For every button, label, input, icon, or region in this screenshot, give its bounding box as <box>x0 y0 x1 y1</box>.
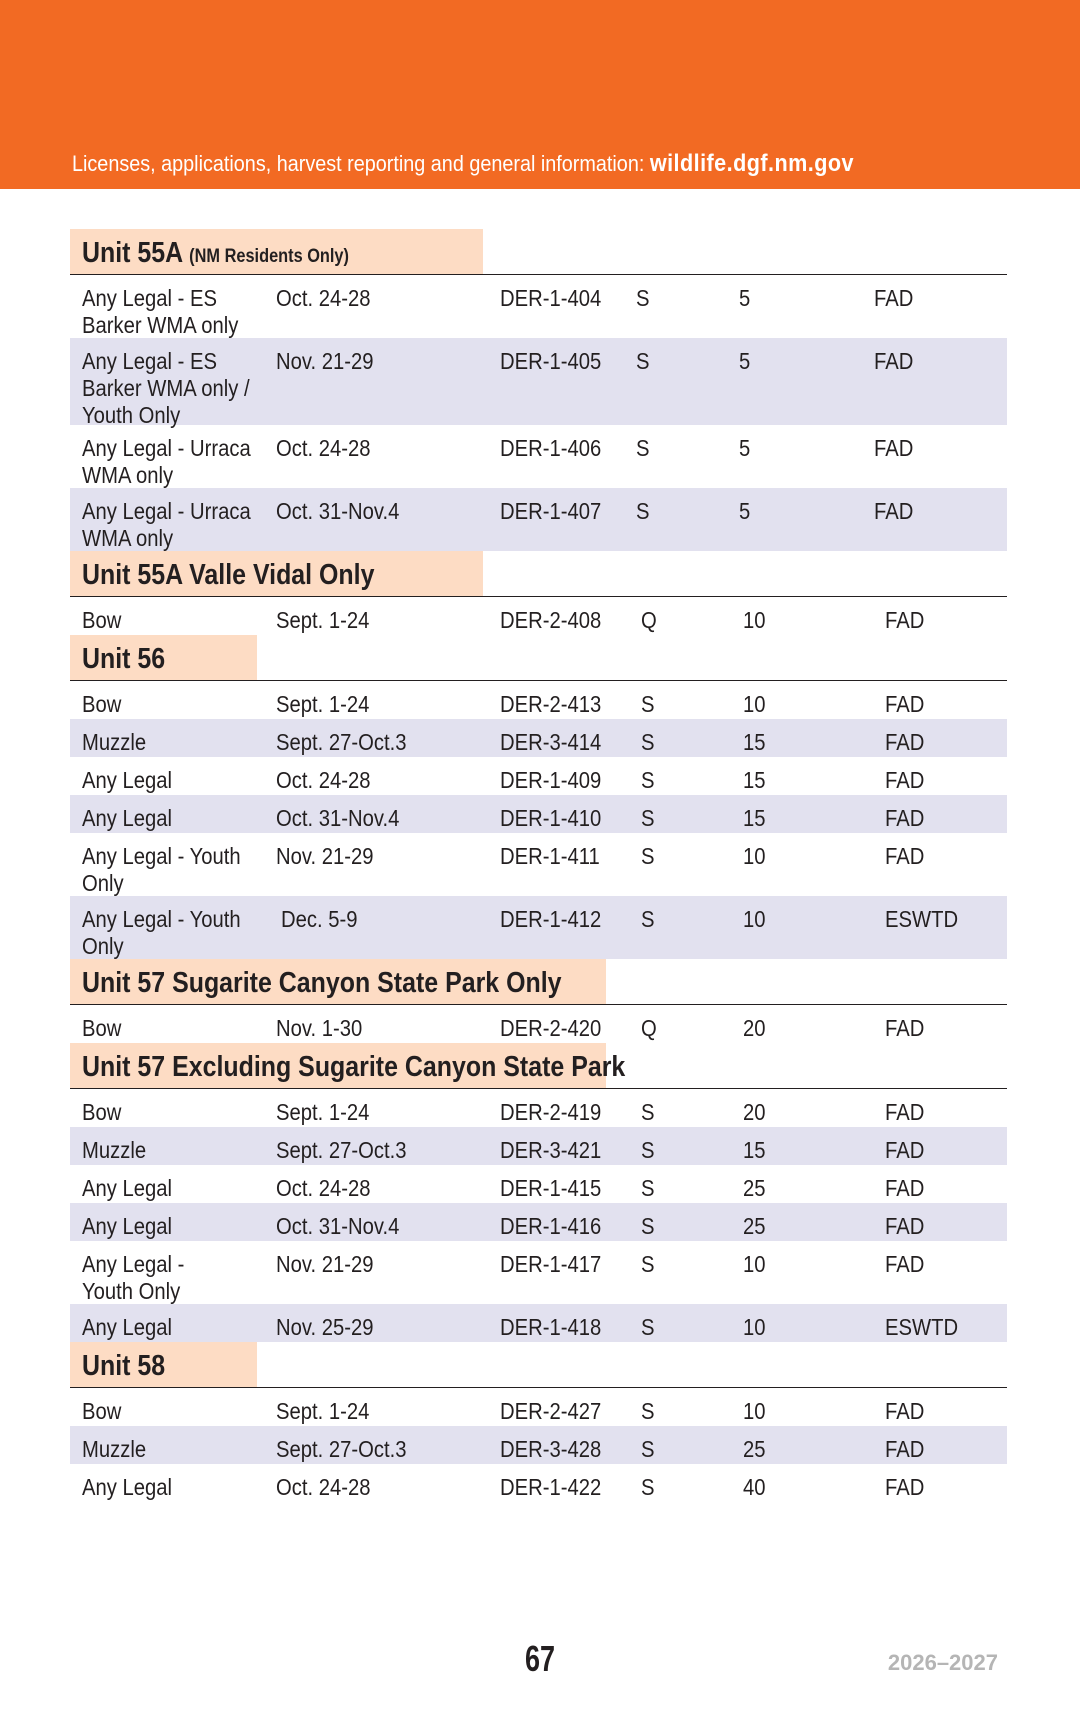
section-title-tab <box>70 1043 626 1088</box>
hunt-table <box>70 229 1007 1502</box>
table-row <box>70 1127 1007 1165</box>
hunt-dates: Nov. 21-29 <box>276 843 374 869</box>
section-header <box>70 551 1007 597</box>
table-row <box>70 488 1007 551</box>
draw-type: S <box>641 805 655 831</box>
license-count: 25 <box>743 1213 766 1239</box>
table-row <box>70 425 1007 488</box>
section-header <box>70 635 1007 681</box>
license-count: 15 <box>743 1137 766 1163</box>
draw-type: S <box>636 435 650 461</box>
draw-type: S <box>641 691 655 717</box>
header-info-text: Licenses, applications, harvest reporting and general information: <box>72 151 650 176</box>
license-count: 10 <box>743 906 766 932</box>
hunt-type-line: Only <box>82 870 124 896</box>
edition-year: 2026–2027 <box>887 1650 998 1675</box>
hunt-type <box>82 805 172 832</box>
hunt-dates: Nov. 1-30 <box>276 1015 363 1041</box>
hunt-dates: Sept. 1-24 <box>276 691 370 717</box>
header-info <box>72 150 854 178</box>
hunt-type-line: Bow <box>82 607 122 633</box>
bag-limit: FAD <box>874 435 914 461</box>
license-count: 15 <box>743 729 766 755</box>
hunt-type <box>82 1436 146 1463</box>
license-count: 10 <box>743 843 766 869</box>
bag-limit: ESWTD <box>885 1314 959 1340</box>
section-title: Unit 58 <box>82 1350 166 1382</box>
hunt-type-line: Any Legal <box>82 1213 173 1239</box>
draw-type: S <box>636 285 650 311</box>
hunt-type <box>82 1314 172 1341</box>
bag-limit: FAD <box>885 1213 925 1239</box>
license-count: 10 <box>743 1398 766 1424</box>
hunt-dates: Oct. 24-28 <box>276 435 371 461</box>
draw-type: Q <box>641 1015 657 1041</box>
hunt-dates: Oct. 24-28 <box>276 1474 371 1500</box>
hunt-code: DER-1-422 <box>500 1474 602 1500</box>
section-title: Unit 57 Excluding Sugarite Canyon State Park <box>82 1051 626 1083</box>
hunt-type <box>82 348 250 429</box>
table-row <box>70 719 1007 757</box>
table-row <box>70 597 1007 635</box>
header-banner <box>0 0 1080 189</box>
hunt-type-line: Any Legal - Youth <box>82 906 241 932</box>
draw-type: S <box>641 1099 655 1125</box>
hunt-code: DER-1-410 <box>500 805 602 831</box>
hunt-type-line: Any Legal <box>82 805 173 831</box>
bag-limit: FAD <box>885 1398 925 1424</box>
license-count: 5 <box>739 435 751 461</box>
license-count: 20 <box>743 1015 766 1041</box>
website-link[interactable]: wildlife.dgf.nm.gov <box>649 150 854 177</box>
draw-type: S <box>641 1314 655 1340</box>
hunt-type <box>82 498 251 552</box>
hunt-code: DER-3-414 <box>500 729 602 755</box>
hunt-type <box>82 1175 172 1202</box>
hunt-code: DER-2-413 <box>500 691 602 717</box>
hunt-type-line: Only <box>82 933 124 959</box>
section-header <box>70 1342 1007 1388</box>
hunt-code: DER-2-427 <box>500 1398 602 1424</box>
hunt-dates: Nov. 25-29 <box>276 1314 374 1340</box>
hunt-type <box>82 285 238 339</box>
hunt-type <box>82 1213 172 1240</box>
license-count: 10 <box>743 691 766 717</box>
hunt-dates: Oct. 31-Nov.4 <box>276 498 400 524</box>
hunt-code: DER-1-415 <box>500 1175 602 1201</box>
license-count: 10 <box>743 607 766 633</box>
draw-type: S <box>636 498 650 524</box>
bag-limit: FAD <box>874 348 914 374</box>
hunt-type-line: WMA only <box>82 525 174 551</box>
draw-type: S <box>641 1251 655 1277</box>
hunt-type <box>82 1099 121 1126</box>
bag-limit: FAD <box>885 691 925 717</box>
table-row <box>70 757 1007 795</box>
section-header <box>70 1043 1007 1089</box>
hunt-dates: Oct. 24-28 <box>276 285 371 311</box>
hunt-type-line: WMA only <box>82 462 174 488</box>
bag-limit: FAD <box>885 1474 925 1500</box>
draw-type: S <box>636 348 650 374</box>
table-row <box>70 1464 1007 1502</box>
hunt-dates: Sept. 1-24 <box>276 607 370 633</box>
hunt-code: DER-2-408 <box>500 607 602 633</box>
hunt-type-line: Any Legal <box>82 767 173 793</box>
hunt-dates: Nov. 21-29 <box>276 1251 374 1277</box>
bag-limit: FAD <box>885 1251 925 1277</box>
hunt-type <box>82 1015 121 1042</box>
hunt-code: DER-2-419 <box>500 1099 602 1125</box>
hunt-code: DER-1-411 <box>500 843 600 869</box>
hunt-code: DER-1-405 <box>500 348 602 374</box>
table-row <box>70 681 1007 719</box>
hunt-code: DER-1-409 <box>500 767 602 793</box>
table-row <box>70 1203 1007 1241</box>
hunt-dates: Oct. 31-Nov.4 <box>276 1213 400 1239</box>
draw-type: S <box>641 729 655 755</box>
hunt-code: DER-1-406 <box>500 435 602 461</box>
hunt-code: DER-2-420 <box>500 1015 602 1041</box>
hunt-type <box>82 843 241 897</box>
page-number: 67 <box>524 1638 556 1679</box>
bag-limit: FAD <box>885 1436 925 1462</box>
hunt-type <box>82 729 146 756</box>
hunt-type <box>82 607 121 634</box>
hunt-type-line: Any Legal - ES <box>82 285 218 311</box>
bag-limit: FAD <box>885 767 925 793</box>
bag-limit: FAD <box>885 843 925 869</box>
bag-limit: FAD <box>874 285 914 311</box>
draw-type: S <box>641 1474 655 1500</box>
table-row <box>70 1388 1007 1426</box>
hunt-dates: Sept. 27-Oct.3 <box>276 1137 407 1163</box>
section-title: Unit 57 Sugarite Canyon State Park Only <box>82 967 562 999</box>
bag-limit: ESWTD <box>885 906 959 932</box>
bag-limit: FAD <box>885 805 925 831</box>
table-row <box>70 1304 1007 1342</box>
draw-type: S <box>641 1213 655 1239</box>
section-title: Unit 55A Valle Vidal Only <box>82 559 375 591</box>
bag-limit: FAD <box>885 729 925 755</box>
license-count: 15 <box>743 805 766 831</box>
section-note: (NM Residents Only) <box>189 246 349 267</box>
hunt-code: DER-1-417 <box>500 1251 602 1277</box>
hunt-dates: Sept. 27-Oct.3 <box>276 729 407 755</box>
draw-type: Q <box>641 607 657 633</box>
hunt-type <box>82 435 251 489</box>
hunt-type-line: Youth Only <box>82 1278 181 1304</box>
bag-limit: FAD <box>885 1099 925 1125</box>
hunt-code: DER-1-412 <box>500 906 602 932</box>
hunt-dates: Sept. 1-24 <box>276 1099 370 1125</box>
hunt-code: DER-1-418 <box>500 1314 602 1340</box>
draw-type: S <box>641 767 655 793</box>
hunt-type-line: Barker WMA only / <box>82 375 250 401</box>
hunt-type-line: Bow <box>82 1099 122 1125</box>
draw-type: S <box>641 906 655 932</box>
hunt-type-line: Bow <box>82 1398 122 1424</box>
hunt-type-line: Muzzle <box>82 729 147 755</box>
hunt-code: DER-1-416 <box>500 1213 602 1239</box>
hunt-type-line: Bow <box>82 691 122 717</box>
draw-type: S <box>641 1137 655 1163</box>
hunt-dates: Nov. 21-29 <box>276 348 374 374</box>
bag-limit: FAD <box>874 498 914 524</box>
license-count: 40 <box>743 1474 766 1500</box>
hunt-type-line: Any Legal - ES <box>82 348 218 374</box>
section-header <box>70 229 1007 275</box>
hunt-type-line: Any Legal - Youth <box>82 843 241 869</box>
hunt-type-line: Muzzle <box>82 1436 147 1462</box>
table-row <box>70 896 1007 959</box>
draw-type: S <box>641 1398 655 1424</box>
hunt-type <box>82 1137 146 1164</box>
section-title: Unit 56 <box>82 643 166 675</box>
license-count: 25 <box>743 1175 766 1201</box>
table-row <box>70 275 1007 338</box>
license-count: 20 <box>743 1099 766 1125</box>
bag-limit: FAD <box>885 607 925 633</box>
license-count: 5 <box>739 285 751 311</box>
license-count: 5 <box>739 498 751 524</box>
license-count: 15 <box>743 767 766 793</box>
hunt-dates: Oct. 24-28 <box>276 767 371 793</box>
hunt-type-line: Bow <box>82 1015 122 1041</box>
hunt-type <box>82 1474 172 1501</box>
section-title-tab <box>70 959 606 1004</box>
hunt-type <box>82 691 121 718</box>
table-row <box>70 795 1007 833</box>
section-header <box>70 959 1007 1005</box>
hunt-type-line: Barker WMA only <box>82 312 239 338</box>
hunt-type <box>82 1398 121 1425</box>
hunt-type-line: Any Legal - Urraca <box>82 435 251 461</box>
bag-limit: FAD <box>885 1175 925 1201</box>
hunt-code: DER-1-404 <box>500 285 602 311</box>
table-row <box>70 1089 1007 1127</box>
table-row <box>70 338 1007 428</box>
hunt-dates: Dec. 5-9 <box>281 906 358 932</box>
hunt-type-line: Any Legal - Urraca <box>82 498 251 524</box>
hunt-type-line: Any Legal <box>82 1314 173 1340</box>
draw-type: S <box>641 1175 655 1201</box>
table-row <box>70 833 1007 896</box>
hunt-type-line: Any Legal <box>82 1474 173 1500</box>
table-row <box>70 1426 1007 1464</box>
draw-type: S <box>641 1436 655 1462</box>
hunt-dates: Oct. 24-28 <box>276 1175 371 1201</box>
hunt-type <box>82 906 241 960</box>
hunt-type-line: Youth Only <box>82 402 181 428</box>
table-row <box>70 1005 1007 1043</box>
hunt-dates: Oct. 31-Nov.4 <box>276 805 400 831</box>
bag-limit: FAD <box>885 1015 925 1041</box>
section-title-tab <box>70 1342 257 1387</box>
section-title-tab <box>70 635 257 680</box>
hunt-dates: Sept. 27-Oct.3 <box>276 1436 407 1462</box>
section-title: Unit 55A <box>82 237 183 269</box>
section-title-tab <box>70 551 483 596</box>
hunt-type-line: Muzzle <box>82 1137 147 1163</box>
table-row <box>70 1241 1007 1304</box>
license-count: 25 <box>743 1436 766 1462</box>
table-row <box>70 1165 1007 1203</box>
hunt-code: DER-3-428 <box>500 1436 602 1462</box>
hunt-type-line: Any Legal <box>82 1175 173 1201</box>
draw-type: S <box>641 843 655 869</box>
license-count: 10 <box>743 1251 766 1277</box>
hunt-dates: Sept. 1-24 <box>276 1398 370 1424</box>
license-count: 5 <box>739 348 751 374</box>
hunt-type <box>82 1251 184 1305</box>
license-count: 10 <box>743 1314 766 1340</box>
hunt-type-line: Any Legal - <box>82 1251 185 1277</box>
hunt-type <box>82 767 172 794</box>
bag-limit: FAD <box>885 1137 925 1163</box>
hunt-code: DER-1-407 <box>500 498 602 524</box>
hunt-code: DER-3-421 <box>500 1137 602 1163</box>
section-title-tab <box>70 229 483 274</box>
